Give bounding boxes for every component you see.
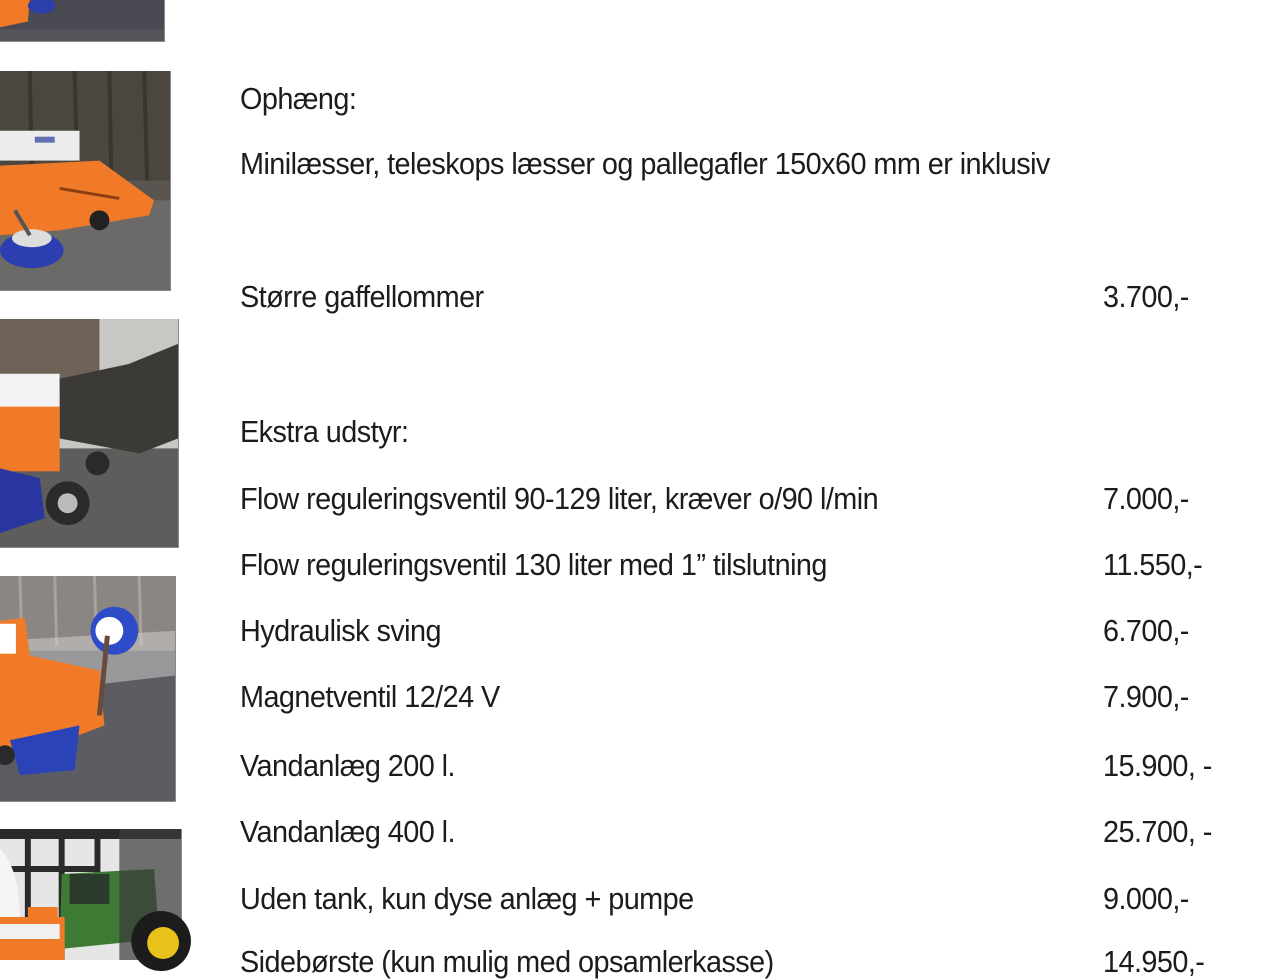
price-row-label: Uden tank, kun dyse anlæg + pumpe: [240, 881, 694, 916]
price-row-label: Sidebørste (kun mulig med opsamlerkasse): [240, 944, 774, 979]
price-row-label: Hydraulisk sving: [240, 613, 441, 648]
mounting-description: Minilæsser, teleskops læsser og pallegafler 150x60 mm er inklusiv: [240, 146, 1050, 181]
price-row-value: 7.000,-: [1103, 481, 1189, 516]
sweeper-photo-on-loader: [0, 319, 179, 548]
price-row-label: Vandanlæg 200 l.: [240, 748, 455, 783]
price-row-value: 3.700,-: [1103, 279, 1189, 314]
price-row-value: 14.950,-: [1103, 944, 1205, 979]
mounting-heading: Ophæng:: [240, 81, 357, 116]
price-row-value: 25.700, -: [1103, 814, 1212, 849]
price-row-value: 15.900, -: [1103, 748, 1212, 783]
price-row-value: 6.700,-: [1103, 613, 1189, 648]
price-row-value: 7.900,-: [1103, 679, 1189, 714]
sweeper-photo-green-tractor: [0, 829, 182, 960]
price-row-value: 11.550,-: [1103, 547, 1203, 582]
price-row-label: Flow reguleringsventil 90-129 liter, kræver o/90 l/min: [240, 481, 879, 516]
price-row-label: Flow reguleringsventil 130 liter med 1” tilslutning: [240, 547, 827, 582]
sweeper-photo-top-cropped: [0, 0, 165, 42]
price-row-label: Vandanlæg 400 l.: [240, 814, 455, 849]
extras-heading: Ekstra udstyr:: [240, 414, 409, 449]
sweeper-photo-side-brush: [0, 576, 176, 802]
price-row-label: Magnetventil 12/24 V: [240, 679, 500, 714]
price-row-label: Større gaffellommer: [240, 279, 484, 314]
sweeper-photo-with-water-tank: [0, 71, 171, 291]
price-row-value: 9.000,-: [1103, 881, 1189, 916]
